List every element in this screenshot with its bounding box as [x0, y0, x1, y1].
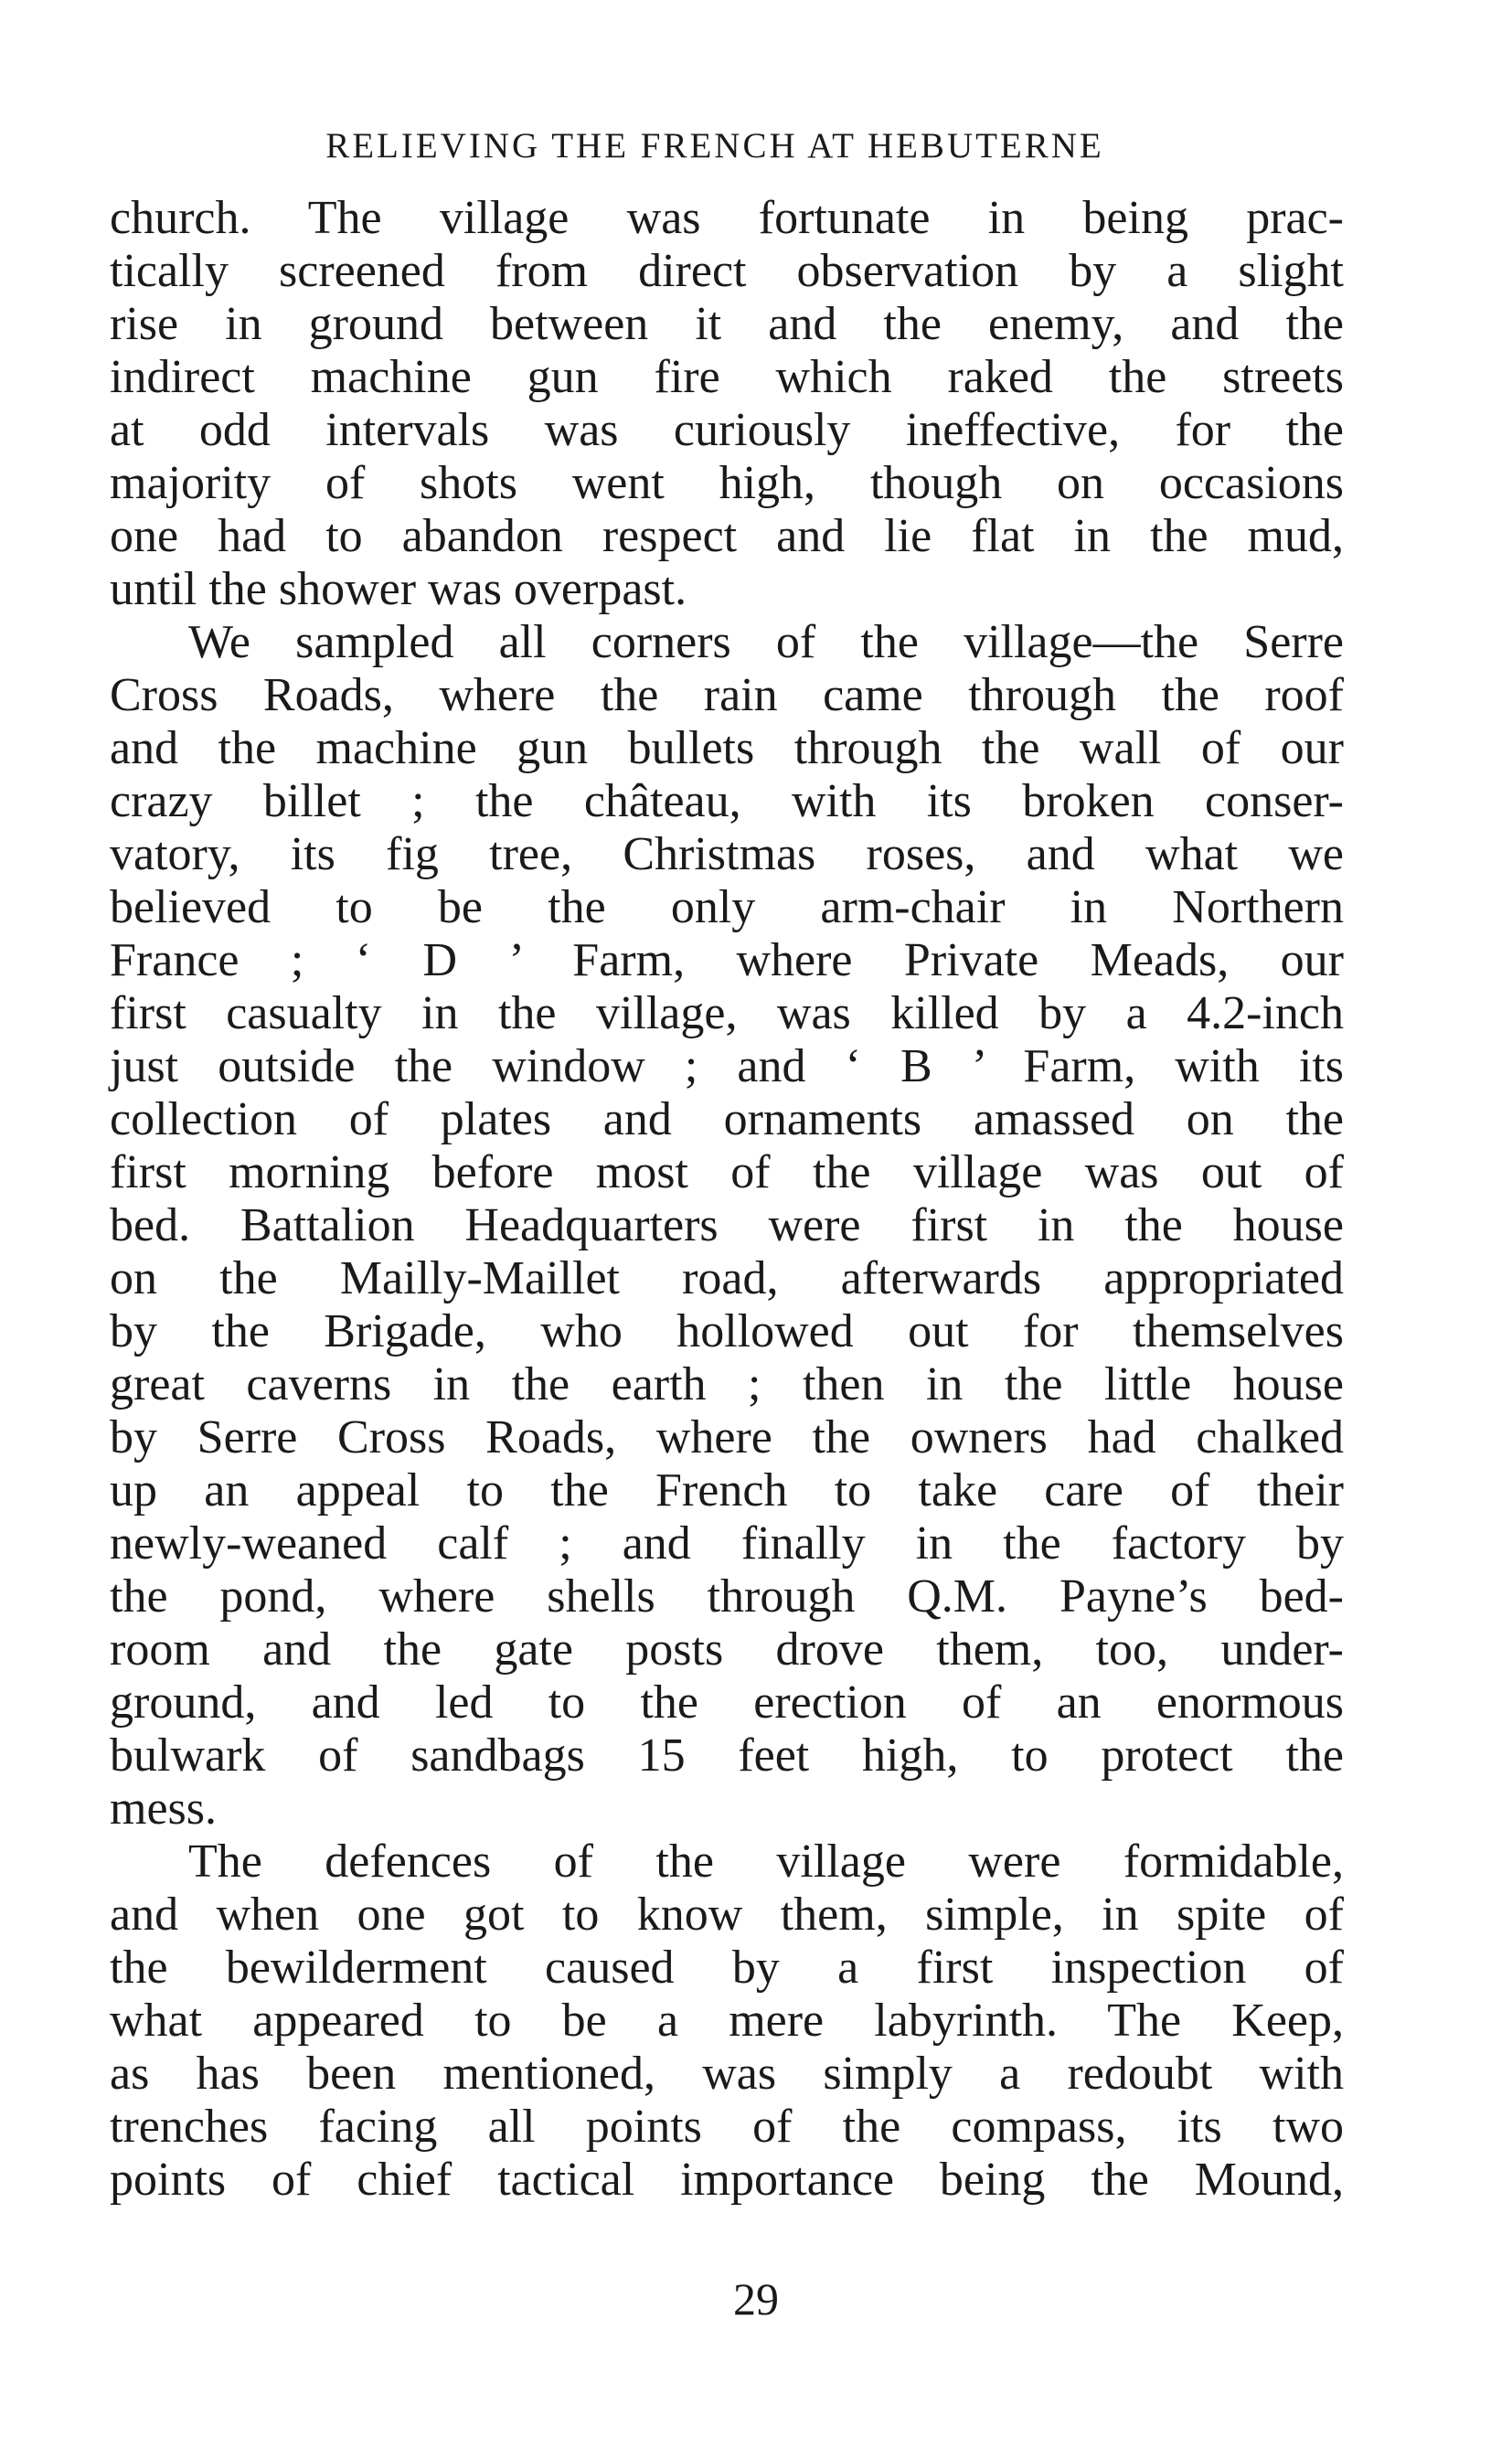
text-line: by the Brigade, who hollowed out for themselves	[110, 1305, 1344, 1357]
text-line: France ; ‘ D ’ Farm, where Private Meads, our	[110, 934, 1344, 986]
text-line: church. The village was fortunate in being prac-	[110, 192, 1344, 244]
text-line: at odd intervals was curiously ineffective, for the	[110, 404, 1344, 456]
text-line: crazy billet ; the château, with its broken conser-	[110, 775, 1344, 827]
text-line: first morning before most of the village was out of	[110, 1146, 1344, 1198]
text-line: bulwark of sandbags 15 feet high, to protect the	[110, 1729, 1344, 1782]
text-line: vatory, its fig tree, Christmas roses, and what we	[110, 828, 1344, 880]
text-line: one had to abandon respect and lie flat in the mud,	[110, 510, 1344, 562]
page-number: 29	[733, 2273, 779, 2325]
text-line: tically screened from direct observation by a slight	[110, 245, 1344, 297]
text-line: bed. Battalion Headquarters were first in the house	[110, 1199, 1344, 1251]
text-line: first casualty in the village, was killed by a 4.2-inch	[110, 987, 1344, 1039]
text-line: by Serre Cross Roads, where the owners had chalked	[110, 1411, 1344, 1463]
text-line: as has been mentioned, was simply a redoubt with	[110, 2048, 1344, 2100]
text-line: majority of shots went high, though on occasions	[110, 457, 1344, 509]
text-line: Cross Roads, where the rain came through the roof	[110, 669, 1344, 721]
text-line: just outside the window ; and ‘ B ’ Farm, with its	[110, 1040, 1344, 1092]
text-line: The defences of the village were formidable,	[188, 1836, 1344, 1888]
text-line: the bewilderment caused by a first inspection of	[110, 1942, 1344, 1994]
text-line: what appeared to be a mere labyrinth. The Keep,	[110, 1995, 1344, 2047]
text-line: We sampled all corners of the village—the Serre	[188, 616, 1344, 668]
text-line: on the Mailly-Maillet road, afterwards appropriated	[110, 1252, 1344, 1304]
body-text	[110, 192, 1344, 2207]
text-line: newly-weaned calf ; and finally in the factory by	[110, 1517, 1344, 1570]
running-head: RELIEVING THE FRENCH AT HEBUTERNE	[325, 126, 1104, 165]
text-line: mess.	[110, 1782, 217, 1835]
text-line: ground, and led to the erection of an enormous	[110, 1676, 1344, 1729]
text-line: points of chief tactical importance being the Mound,	[110, 2154, 1344, 2206]
text-line: up an appeal to the French to take care of their	[110, 1464, 1344, 1516]
text-line: the pond, where shells through Q.M. Payne’s bed-	[110, 1570, 1344, 1623]
text-line: trenches facing all points of the compass, its two	[110, 2101, 1344, 2153]
text-line: and the machine gun bullets through the wall of our	[110, 722, 1344, 774]
text-line: until the shower was overpast.	[110, 563, 687, 615]
text-line: collection of plates and ornaments amassed on the	[110, 1093, 1344, 1145]
text-line: and when one got to know them, simple, in spite of	[110, 1889, 1344, 1941]
text-line: room and the gate posts drove them, too, under-	[110, 1623, 1344, 1676]
text-line: indirect machine gun fire which raked the streets	[110, 351, 1344, 403]
text-line: great caverns in the earth ; then in the little house	[110, 1358, 1344, 1410]
text-line: believed to be the only arm-chair in Northern	[110, 881, 1344, 933]
text-line: rise in ground between it and the enemy, and the	[110, 298, 1344, 350]
